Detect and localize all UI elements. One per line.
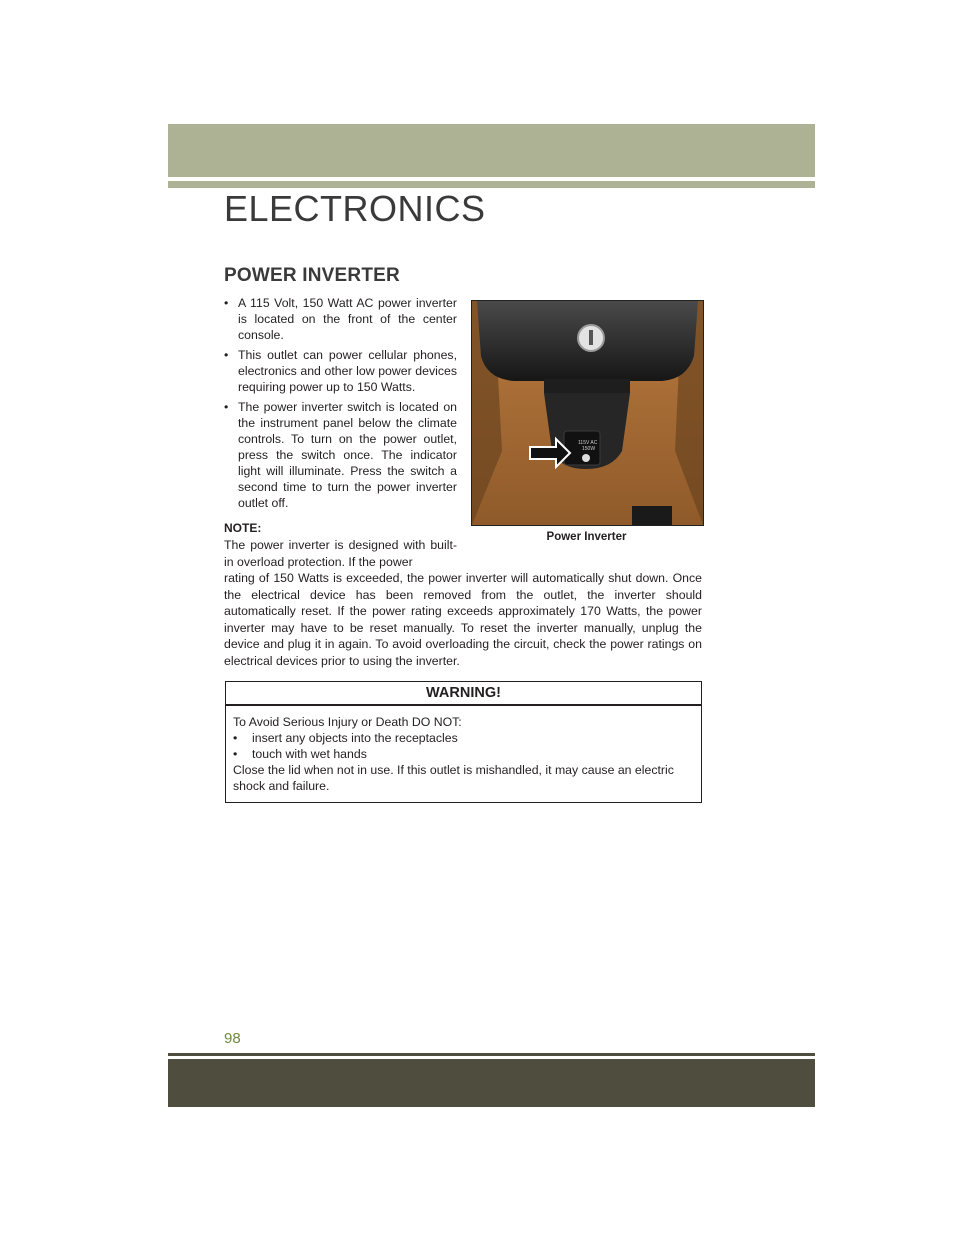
outlet-label-wattage: 150W: [582, 446, 596, 452]
warning-item: [233, 730, 694, 746]
outlet-label-voltage: 115V AC: [578, 440, 598, 446]
section-title: ELECTRONICS: [224, 188, 486, 229]
header-band: [168, 124, 815, 177]
warning-item: [233, 746, 694, 762]
bullet-dot: •: [233, 731, 238, 745]
footer-band: [168, 1059, 815, 1107]
bullet-dot: •: [224, 348, 229, 362]
bullet-dot: •: [224, 296, 229, 310]
bullet-list: [224, 295, 457, 515]
power-inverter-photo: [471, 300, 704, 526]
warning-intro: To Avoid Serious Injury or Death DO NOT:: [233, 715, 462, 729]
bullet-item: [224, 399, 457, 511]
header-rule: [168, 181, 815, 188]
bullet-text: The power inverter switch is located on the instrument panel below the climate controls. To turn on the power outlet, press the switch once. The indicator light will illuminate. Press the switch a second time to turn the power inverter outlet off.: [238, 400, 457, 510]
footer-rule: [168, 1053, 815, 1056]
bullet-item: [224, 347, 457, 395]
note-text-first: The power inverter is designed with built-in overload protection. If the power: [224, 538, 457, 569]
warning-title: WARNING!: [226, 682, 701, 706]
bullet-dot: •: [233, 747, 238, 761]
bullet-dot: •: [224, 400, 229, 414]
warning-closing: Close the lid when not in use. If this outlet is mishandled, it may cause an electric shock and failure.: [233, 763, 674, 793]
bullet-item: [224, 295, 457, 343]
note-label: NOTE:: [224, 521, 262, 535]
note-text-rest: rating of 150 Watts is exceeded, the power inverter will automatically shut down. Once the electrical device has been removed from the outlet, the inverter should automatically reset. If the power rating exceeds approximately 170 Watts, the power inverter may have to be reset manually. To reset the inverter manually, unplug the device and plug it in again. To avoid overloading the circuit, check the power ratings on electrical devices prior to using the inverter.: [224, 571, 702, 668]
warning-item-text: insert any objects into the receptacles: [252, 731, 458, 745]
warning-item-text: touch with wet hands: [252, 747, 367, 761]
page-number: 98: [224, 1030, 241, 1047]
warning-body: [226, 706, 701, 794]
page-heading: POWER INVERTER: [224, 265, 400, 286]
figure-caption: Power Inverter: [546, 531, 627, 543]
warning-box: [225, 681, 702, 803]
bullet-text: A 115 Volt, 150 Watt AC power inverter is located on the front of the center console.: [238, 296, 457, 342]
bullet-text: This outlet can power cellular phones, electronics and other low power devices requiring power up to 150 Watts.: [238, 348, 457, 394]
